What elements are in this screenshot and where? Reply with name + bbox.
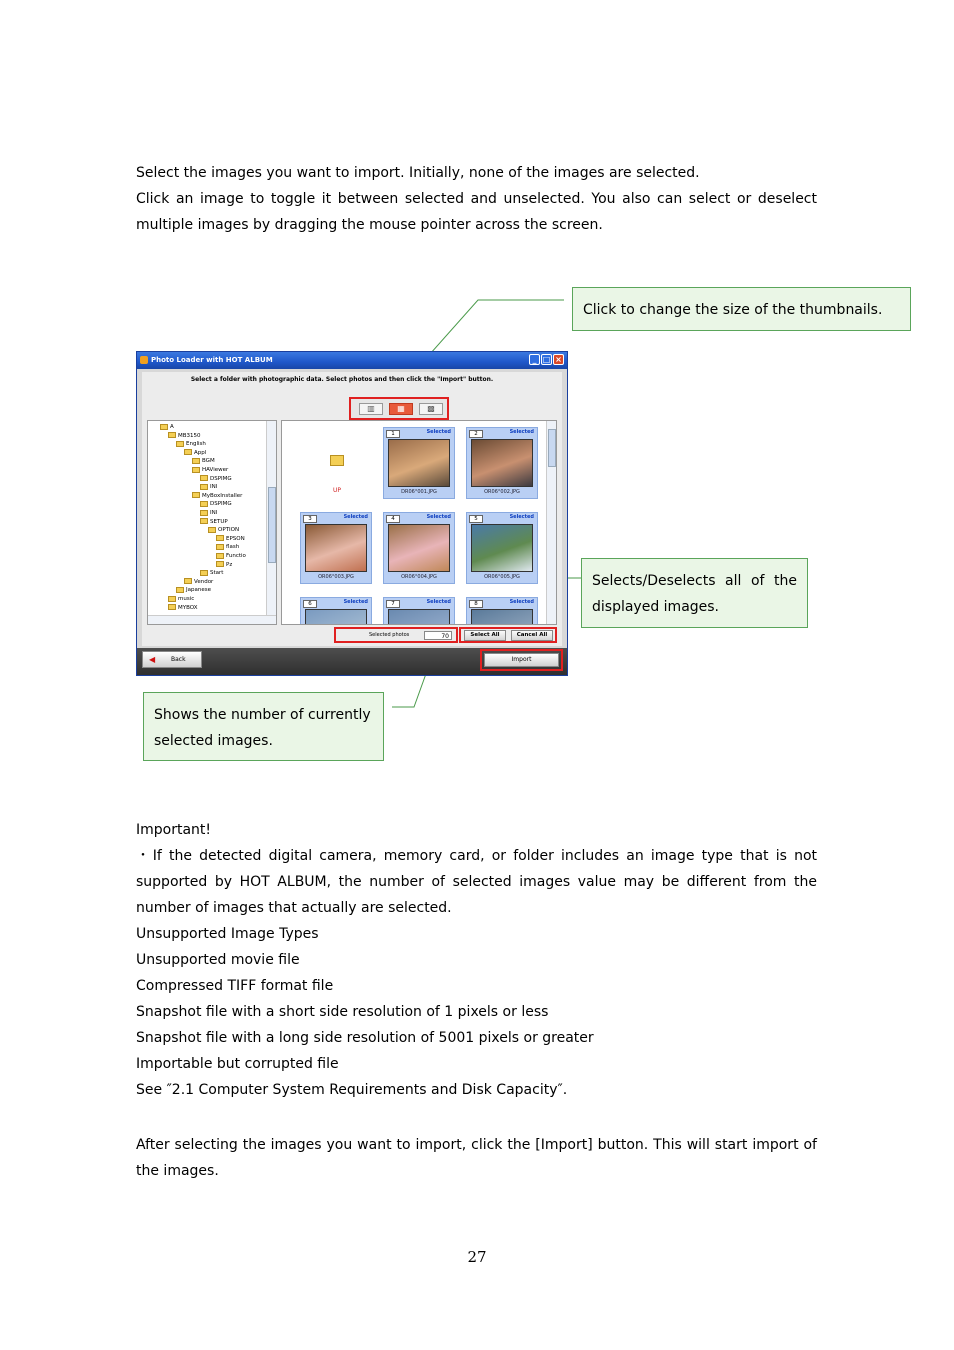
callout-select-all-line-1: Selects/Deselects all of the <box>592 573 797 589</box>
closing-line-1: After selecting the images you want to import, click the [Import] button. This will start import of <box>136 1137 817 1153</box>
selected-tag: Selected <box>509 599 534 605</box>
tree-item[interactable] <box>216 552 246 560</box>
thumbnail-cell[interactable] <box>466 427 538 499</box>
see-reference: See ″2.1 Computer System Requirements and Disk Capacity″. <box>136 1082 568 1098</box>
thumbnail-cell[interactable] <box>383 597 455 625</box>
select-all-button[interactable]: Select All <box>464 630 506 641</box>
folder-icon <box>192 492 200 498</box>
folder-icon <box>192 467 200 473</box>
select-buttons-group <box>459 627 557 643</box>
folder-icon <box>168 596 176 602</box>
folder-icon <box>184 578 192 584</box>
folder-icon <box>168 432 176 438</box>
selected-tag: Selected <box>426 429 451 435</box>
photo-thumbnail <box>388 439 450 487</box>
thumbnail-grid[interactable] <box>281 420 557 625</box>
intro-line-3: multiple images by dragging the mouse pointer across the screen. <box>136 217 603 233</box>
folder-icon <box>200 475 208 481</box>
intro-line-2: Click an image to toggle it between selected and unselected. You also can select or deselect <box>136 191 817 207</box>
folder-icon <box>176 587 184 593</box>
tree-item-label: Appl <box>194 449 207 456</box>
page-number: 27 <box>467 1248 487 1266</box>
tree-item-label: EPSON <box>226 535 245 542</box>
callout-thumbnail-size <box>572 287 911 331</box>
up-folder-cell[interactable] <box>290 433 380 505</box>
tree-item[interactable] <box>216 535 245 543</box>
tree-item-label: SETUP <box>210 518 228 525</box>
tree-item[interactable] <box>208 526 239 534</box>
folder-icon <box>184 449 192 455</box>
callout-count-line-1: Shows the number of currently <box>154 707 371 723</box>
tree-item[interactable] <box>200 475 232 483</box>
selected-tag: Selected <box>343 514 368 520</box>
thumbnail-number: 5 <box>469 515 483 523</box>
tree-item-label: DSPIMG <box>210 475 232 482</box>
tree-item[interactable] <box>200 509 217 517</box>
tree-item[interactable] <box>184 449 206 457</box>
callout-select-all-line-2: displayed images. <box>592 599 720 615</box>
thumbnail-cell[interactable] <box>383 427 455 499</box>
up-folder-icon <box>330 455 344 466</box>
folder-icon <box>176 441 184 447</box>
tree-item-label: English <box>186 441 206 448</box>
important-line-1: ・If the detected digital camera, memory card, or folder includes an image type that is not <box>136 848 817 864</box>
tree-item-label: MB3150 <box>178 432 201 439</box>
thumbnail-number: 8 <box>469 600 483 608</box>
thumbnail-cell[interactable] <box>300 512 372 584</box>
thumbnail-cell[interactable] <box>466 597 538 625</box>
unsupported-types-heading: Unsupported Image Types <box>136 926 319 942</box>
tree-item[interactable] <box>176 586 211 594</box>
folder-icon <box>200 501 208 507</box>
folder-icon <box>160 424 168 430</box>
tree-item-label: DSPIMG <box>210 501 232 508</box>
tree-item[interactable] <box>216 543 239 551</box>
selected-tag: Selected <box>426 599 451 605</box>
folder-icon <box>216 561 224 567</box>
photo-thumbnail <box>471 439 533 487</box>
intro-paragraph <box>136 160 817 238</box>
tree-item-label: HAViewer <box>202 467 229 473</box>
tree-item-label: INI <box>210 510 218 516</box>
tree-item-label: Functio <box>226 553 246 559</box>
tree-item[interactable] <box>176 440 206 448</box>
thumbnail-cell[interactable] <box>383 512 455 584</box>
window-titlebar <box>137 352 567 369</box>
tree-item-label: Japanese <box>186 587 211 594</box>
tree-item-label: BGM <box>202 458 215 465</box>
callout-thumbnail-size-text: Click to change the size of the thumbnails. <box>583 302 883 318</box>
grid-vertical-scrollbar[interactable] <box>546 421 556 624</box>
window-body <box>142 372 562 646</box>
tree-item[interactable] <box>168 595 194 603</box>
thumbnail-number: 4 <box>386 515 400 523</box>
photo-loader-window <box>136 351 568 676</box>
folder-icon <box>200 510 208 516</box>
closing-paragraph <box>136 1132 817 1184</box>
small-thumbnails-button[interactable] <box>419 403 443 415</box>
tree-item-label: MyBoxInstaller <box>202 492 243 499</box>
selected-photos-label: Selected photos <box>369 632 410 638</box>
unsupported-type-item: Compressed TIFF format file <box>136 978 334 994</box>
callout-count-line-2: selected images. <box>154 733 273 749</box>
tree-item[interactable] <box>192 466 228 474</box>
maximize-icon[interactable]: □ <box>542 355 551 364</box>
tree-vertical-scrollbar[interactable] <box>266 421 276 616</box>
photo-thumbnail <box>471 609 533 625</box>
tree-item-label: Pz <box>226 561 233 568</box>
folder-icon <box>208 527 216 533</box>
instruction-text: Select a folder with photographic data. Select photos and then click the "Import" button. <box>190 376 494 383</box>
unsupported-type-item: Snapshot file with a long side resolution of 5001 pixels or greater <box>136 1030 594 1046</box>
close-icon[interactable]: × <box>553 354 564 365</box>
tree-item[interactable] <box>200 569 223 577</box>
medium-thumbnails-button[interactable] <box>389 403 413 415</box>
tree-item-label: OPTION <box>218 527 240 534</box>
tree-item-label: INI <box>210 484 218 491</box>
important-section <box>136 817 817 1103</box>
selected-photos-count: 70 <box>424 631 452 640</box>
window-title: Photo Loader with HOT ALBUM <box>151 356 273 364</box>
callout-select-all <box>581 558 808 628</box>
photo-thumbnail <box>471 524 533 572</box>
large-thumbnails-button[interactable] <box>359 403 383 415</box>
back-label: Back <box>171 656 186 663</box>
tree-item[interactable] <box>192 492 242 500</box>
thumbnail-number: 7 <box>386 600 400 608</box>
callout-selected-count <box>143 692 384 761</box>
app-icon <box>140 356 148 364</box>
cancel-all-button[interactable]: Cancel All <box>511 630 553 641</box>
tree-item-label: Start <box>210 570 224 577</box>
large-grid-icon: ▥ <box>367 404 375 413</box>
folder-icon <box>216 553 224 559</box>
thumbnail-filename: OR06°003.JPG <box>318 574 354 580</box>
folder-icon <box>192 458 200 464</box>
back-button[interactable] <box>142 651 202 668</box>
folder-icon <box>200 518 208 524</box>
photo-thumbnail <box>388 609 450 625</box>
tree-item[interactable] <box>200 483 217 491</box>
thumbnail-cell[interactable] <box>466 512 538 584</box>
tree-item-label: Vendor <box>194 578 214 585</box>
back-arrow-icon: ◀ <box>149 655 156 664</box>
photo-thumbnail <box>388 524 450 572</box>
tree-item[interactable] <box>216 561 232 569</box>
window-footer <box>137 648 567 676</box>
thumbnail-filename: OR06°004.JPG <box>401 574 437 580</box>
tree-item-label: flash <box>226 544 240 551</box>
closing-line-2: the images. <box>136 1163 219 1179</box>
thumbnail-filename: DR06°001.JPG <box>401 489 437 495</box>
tree-horizontal-scrollbar[interactable] <box>148 615 276 624</box>
thumbnail-size-selector <box>349 397 449 420</box>
photo-thumbnail <box>305 524 367 572</box>
grid-scroll-thumb[interactable] <box>548 429 556 467</box>
up-folder-label: UP <box>332 487 341 494</box>
thumbnail-number: 3 <box>303 515 317 523</box>
small-grid-icon: ▩ <box>427 404 435 413</box>
tree-item[interactable] <box>200 500 232 508</box>
thumbnail-number: 1 <box>386 430 400 438</box>
import-button[interactable]: Import <box>484 653 559 667</box>
thumbnail-filename: OR06°005.JPG <box>484 574 520 580</box>
unsupported-type-item: Snapshot file with a short side resolution of 1 pixels or less <box>136 1004 549 1020</box>
thumbnail-number: 2 <box>469 430 483 438</box>
medium-grid-icon: ▦ <box>397 404 405 413</box>
tree-item[interactable] <box>168 604 198 612</box>
selected-photos-panel <box>334 627 458 643</box>
folder-icon <box>168 604 176 610</box>
selected-tag: Selected <box>509 429 534 435</box>
selected-tag: Selected <box>426 514 451 520</box>
tree-scroll-thumb[interactable] <box>268 487 276 563</box>
folder-icon <box>200 484 208 490</box>
selected-tag: Selected <box>343 599 368 605</box>
thumbnail-cell[interactable] <box>300 597 372 625</box>
important-line-3: number of images that actually are selected. <box>136 900 452 916</box>
important-heading: Important! <box>136 822 212 838</box>
tree-item[interactable] <box>200 518 228 526</box>
unsupported-type-item: Unsupported movie file <box>136 952 300 968</box>
import-highlight <box>480 649 563 671</box>
important-line-2: supported by HOT ALBUM, the number of selected images value may be different from the <box>136 874 817 890</box>
tree-item-label: music <box>178 596 195 602</box>
unsupported-type-item: Importable but corrupted file <box>136 1056 339 1072</box>
tree-item[interactable] <box>192 457 215 465</box>
folder-tree[interactable] <box>147 420 277 625</box>
folder-icon <box>216 535 224 541</box>
folder-icon <box>216 544 224 550</box>
tree-item[interactable] <box>168 432 201 440</box>
thumbnail-number: 6 <box>303 600 317 608</box>
photo-thumbnail <box>305 609 367 625</box>
selected-tag: Selected <box>509 514 534 520</box>
folder-icon <box>200 570 208 576</box>
intro-line-1: Select the images you want to import. Initially, none of the images are selected. <box>136 165 700 181</box>
tree-item-label: MYBOX <box>178 604 198 611</box>
minimize-icon[interactable]: _ <box>529 354 540 365</box>
tree-item-label: A <box>170 424 174 430</box>
tree-item[interactable] <box>184 578 213 586</box>
tree-item[interactable] <box>160 423 174 431</box>
thumbnail-filename: OR06°002.JPG <box>484 489 520 495</box>
